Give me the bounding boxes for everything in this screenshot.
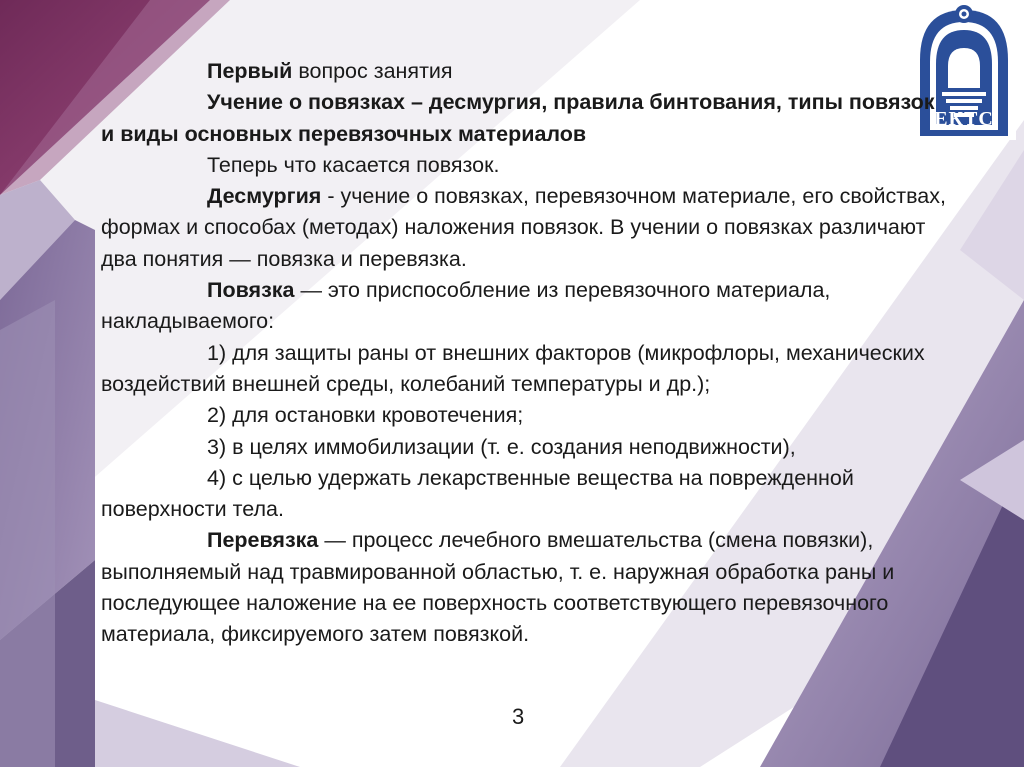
bold-term: Перевязка bbox=[207, 528, 319, 553]
paragraph-text: — это приспособление из перевязочного материала, накладываемого: bbox=[101, 278, 831, 334]
paragraph-text: 3) в целях иммобилизации (т. е. создания неподвижности), bbox=[207, 434, 796, 459]
paragraph bbox=[101, 56, 951, 87]
bold-term: Десмургия bbox=[207, 184, 322, 209]
paragraph bbox=[101, 87, 951, 150]
paragraph bbox=[101, 181, 951, 275]
logo-text: ЕКТС bbox=[934, 108, 994, 130]
paragraph-text: 1) для защиты раны от внешних факторов (микрофлоры, механических воздействий внешней среды, колебаний температуры и др.); bbox=[101, 340, 925, 396]
paragraph-text: 4) с целью удержать лекарственные вещества на поврежденной поверхности тела. bbox=[101, 465, 854, 522]
bold-term: Учение о повязках – десмургия, правила бинтования, типы повязок и виды основных перевязочных материалов bbox=[101, 90, 935, 146]
paragraph bbox=[101, 150, 951, 181]
paragraph-text: Теперь что касается повязок. bbox=[207, 152, 500, 177]
bold-term: Первый bbox=[207, 59, 293, 83]
paragraph bbox=[101, 338, 951, 401]
paragraph bbox=[101, 463, 951, 526]
paragraph bbox=[101, 432, 951, 463]
page-number: 3 bbox=[512, 704, 525, 729]
paragraph bbox=[101, 525, 951, 650]
paragraph bbox=[101, 400, 951, 431]
paragraph-text: - учение о повязках, перевязочном материале, его свойствах, формах и способах (методах) наложения повязок. В учении о повязках различают два понятия — повязка и перевязка. bbox=[101, 184, 946, 271]
paragraph-text: — процесс лечебного вмешательства (смена повязки), выполняемый над травмированной областью, т. е. наружная обработка раны и последующее наложение на ее поверхность соответствующего перевязочного материала, фиксируемого затем повязкой. bbox=[101, 528, 895, 647]
paragraph-text: 2) для остановки кровотечения; bbox=[207, 403, 524, 428]
slide-text-body bbox=[101, 56, 951, 651]
paragraph-text: вопрос занятия bbox=[292, 59, 453, 83]
bold-term: Повязка bbox=[207, 278, 295, 303]
paragraph bbox=[101, 275, 951, 338]
